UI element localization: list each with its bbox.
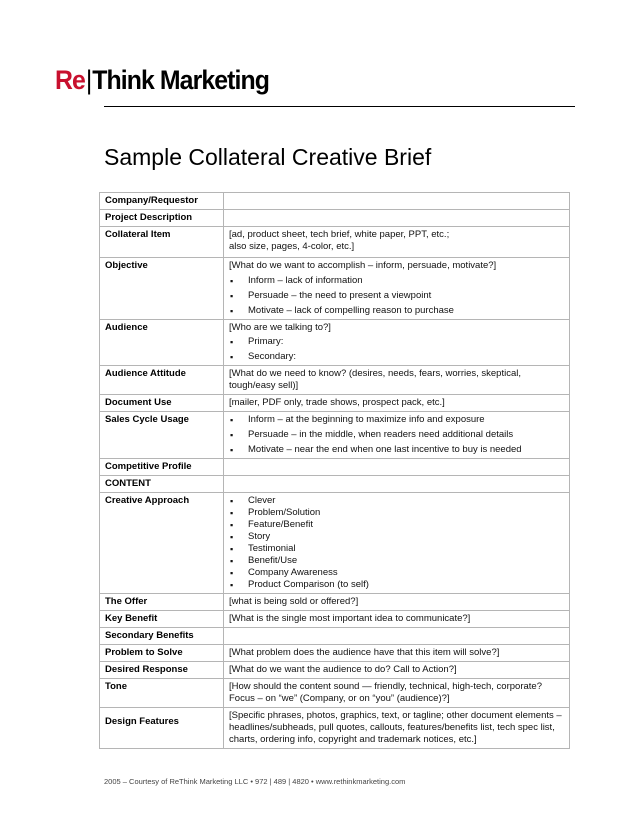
- row-label: Audience: [100, 320, 224, 366]
- row-value[interactable]: [How should the content sound — friendly, technical, high-tech, corporate? Focus – on “we” (Company, or on “you” (audience)?]: [224, 679, 570, 708]
- table-row: [100, 366, 570, 395]
- row-value[interactable]: [What is the single most important idea to communicate?]: [224, 611, 570, 628]
- table-row: [100, 594, 570, 611]
- row-label: Competitive Profile: [100, 459, 224, 476]
- logo-part-think-marketing: Think Marketing: [92, 65, 269, 95]
- table-row: [100, 645, 570, 662]
- row-value[interactable]: [224, 493, 570, 594]
- row-value[interactable]: [224, 258, 570, 320]
- table-row: [100, 459, 570, 476]
- list-item: ▪ Secondary:: [229, 351, 564, 363]
- row-label: Design Features: [100, 708, 224, 749]
- table-row: [100, 412, 570, 459]
- table-row: [100, 258, 570, 320]
- table-row: [100, 476, 570, 493]
- row-value[interactable]: [what is being sold or offered?]: [224, 594, 570, 611]
- header-divider: [104, 106, 575, 107]
- bullet-list: [229, 336, 564, 363]
- table-row: [100, 210, 570, 227]
- table-row: [100, 628, 570, 645]
- list-item: ▪ Persuade – the need to present a viewpoint: [229, 290, 564, 302]
- row-label: Tone: [100, 679, 224, 708]
- page-title: Sample Collateral Creative Brief: [104, 144, 432, 170]
- table-row: [100, 662, 570, 679]
- table-row: [100, 679, 570, 708]
- row-value[interactable]: [224, 459, 570, 476]
- row-label: Creative Approach: [100, 493, 224, 594]
- list-item: ▪ Primary:: [229, 336, 564, 348]
- list-item: ▪ Testimonial: [229, 543, 564, 555]
- row-value[interactable]: [What do we need to know? (desires, needs, fears, worries, skeptical, tough/easy sell)]: [224, 366, 570, 395]
- row-value[interactable]: [224, 412, 570, 459]
- creative-brief-table: [99, 192, 570, 749]
- list-item: ▪ Company Awareness: [229, 567, 564, 579]
- bullet-list: [229, 275, 564, 317]
- list-item: ▪ Clever: [229, 495, 564, 507]
- row-value[interactable]: [224, 193, 570, 210]
- row-label: Collateral Item: [100, 227, 224, 258]
- value-intro: [Who are we talking to?]: [229, 322, 331, 333]
- value-line: [ad, product sheet, tech brief, white paper, PPT, etc.;: [229, 229, 450, 240]
- row-label: Audience Attitude: [100, 366, 224, 395]
- row-value[interactable]: [mailer, PDF only, trade shows, prospect pack, etc.]: [224, 395, 570, 412]
- row-label: Document Use: [100, 395, 224, 412]
- row-label: The Offer: [100, 594, 224, 611]
- bullet-list: [229, 414, 564, 456]
- table-row: [100, 193, 570, 210]
- row-label: Key Benefit: [100, 611, 224, 628]
- table-row: [100, 227, 570, 258]
- row-value[interactable]: [224, 628, 570, 645]
- row-value[interactable]: [What problem does the audience have that this item will solve?]: [224, 645, 570, 662]
- row-label: CONTENT: [100, 476, 224, 493]
- row-value[interactable]: [Specific phrases, photos, graphics, text, or tagline; other document elements – headlines/subheads, pull quotes, callouts, features/benefits list, tech spec list, charts, ordering info, copyright and trademark notices, etc.]: [224, 708, 570, 749]
- list-item: ▪ Problem/Solution: [229, 507, 564, 519]
- row-label: Secondary Benefits: [100, 628, 224, 645]
- list-item: ▪ Persuade – in the middle, when readers need additional details: [229, 429, 564, 441]
- row-value[interactable]: [What do we want the audience to do? Call to Action?]: [224, 662, 570, 679]
- page-footer: 2005 – Courtesy of ReThink Marketing LLC • 972 | 489 | 4820 • www.rethinkmarketing.com: [104, 777, 406, 786]
- logo-separator: |: [85, 65, 92, 95]
- list-item: ▪ Inform – at the beginning to maximize info and exposure: [229, 414, 564, 426]
- table-row: [100, 708, 570, 749]
- list-item: ▪ Inform – lack of information: [229, 275, 564, 287]
- row-value[interactable]: [224, 210, 570, 227]
- table-row: [100, 493, 570, 594]
- company-logo: [55, 64, 269, 96]
- row-value[interactable]: [224, 320, 570, 366]
- list-item: ▪ Product Comparison (to self): [229, 579, 564, 591]
- list-item: ▪ Motivate – lack of compelling reason to purchase: [229, 305, 564, 317]
- value-intro: [What do we want to accomplish – inform, persuade, motivate?]: [229, 260, 497, 271]
- list-item: ▪ Benefit/Use: [229, 555, 564, 567]
- table-row: [100, 611, 570, 628]
- row-label: Problem to Solve: [100, 645, 224, 662]
- logo-part-re: Re: [55, 65, 85, 95]
- row-label: Desired Response: [100, 662, 224, 679]
- value-line: also size, pages, 4-color, etc.]: [229, 241, 355, 252]
- list-item: ▪ Story: [229, 531, 564, 543]
- table-row: [100, 395, 570, 412]
- list-item: ▪ Motivate – near the end when one last incentive to buy is needed: [229, 444, 564, 456]
- bullet-list: [229, 495, 564, 591]
- row-label: Company/Requestor: [100, 193, 224, 210]
- row-label: Project Description: [100, 210, 224, 227]
- row-value[interactable]: [224, 476, 570, 493]
- row-value[interactable]: [224, 227, 570, 258]
- list-item: ▪ Feature/Benefit: [229, 519, 564, 531]
- row-label: Objective: [100, 258, 224, 320]
- table-row: [100, 320, 570, 366]
- row-label: Sales Cycle Usage: [100, 412, 224, 459]
